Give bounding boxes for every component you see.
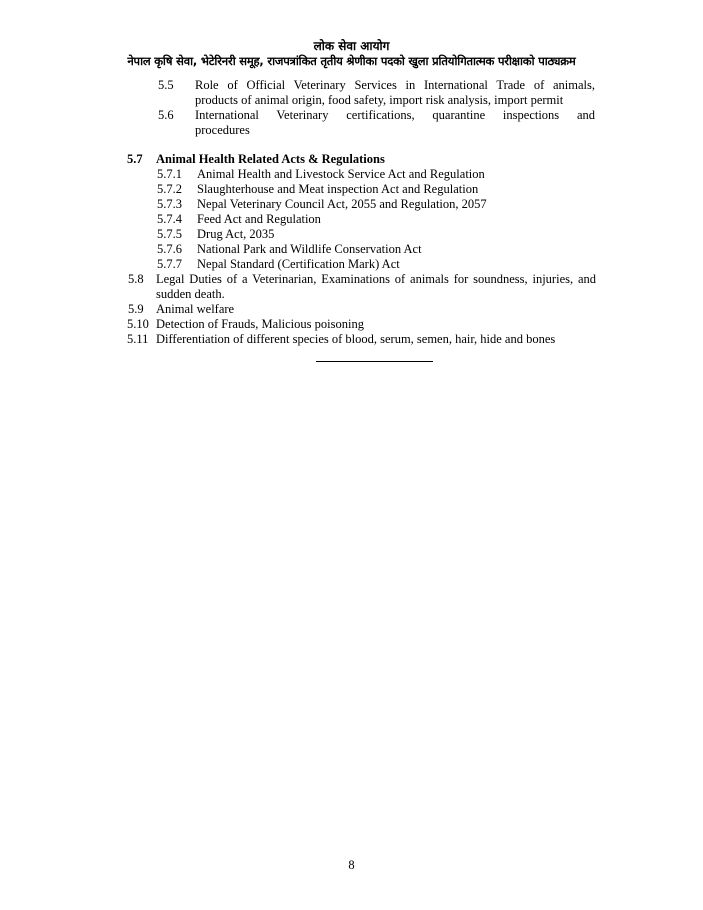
header-org: लोक सेवा आयोग: [313, 39, 390, 53]
page-number: 8: [348, 858, 355, 872]
sub-item-text: National Park and Wildlife Conservation Act: [197, 242, 422, 256]
sub-item-text: Drug Act, 2035: [197, 227, 275, 241]
header-subtitle: नेपाल कृषि सेवा, भेटेरिनरी समूह, राजपत्रांकित तृतीय श्रेणीका पदको खुला प्रतियोगितात्मक परीक्षाको पाठ्यक्रम: [127, 54, 576, 68]
item-number: 5.11: [127, 332, 149, 346]
sub-item-text: Slaughterhouse and Meat inspection Act and Regulation: [197, 182, 479, 196]
section-number: 5.7: [127, 152, 143, 166]
item-number: 5.9: [128, 302, 144, 316]
item-number: 5.8: [128, 272, 144, 286]
section-title: Animal Health Related Acts & Regulations: [156, 152, 385, 166]
sub-item-text: Feed Act and Regulation: [197, 212, 321, 226]
item-text: procedures: [195, 123, 250, 137]
sub-item-number: 5.7.4: [157, 212, 182, 226]
item-text: Detection of Frauds, Malicious poisoning: [156, 317, 364, 331]
sub-item-text: Animal Health and Livestock Service Act and Regulation: [197, 167, 485, 181]
item-text: Animal welfare: [156, 302, 235, 316]
item-text: International Veterinary certifications, quarantine inspections and: [195, 108, 595, 122]
item-number: 5.6: [158, 108, 174, 122]
item-text: Role of Official Veterinary Services in International Trade of animals,: [195, 78, 595, 92]
end-divider: [316, 361, 433, 362]
sub-item-number: 5.7.2: [157, 182, 182, 196]
sub-item-text: Nepal Standard (Certification Mark) Act: [197, 257, 400, 271]
sub-item-number: 5.7.3: [157, 197, 182, 211]
sub-item-number: 5.7.6: [157, 242, 182, 256]
sub-item-number: 5.7.7: [157, 257, 182, 271]
item-text: products of animal origin, food safety, import risk analysis, import permit: [195, 93, 564, 107]
item-number: 5.10: [127, 317, 149, 331]
item-text: Differentiation of different species of blood, serum, semen, hair, hide and bones: [156, 332, 556, 346]
item-text: Legal Duties of a Veterinarian, Examinations of animals for soundness, injuries, and: [156, 272, 596, 286]
item-text: sudden death.: [156, 287, 225, 301]
sub-item-text: Nepal Veterinary Council Act, 2055 and Regulation, 2057: [197, 197, 487, 211]
sub-item-number: 5.7.1: [157, 167, 182, 181]
item-number: 5.5: [158, 78, 174, 92]
sub-item-number: 5.7.5: [157, 227, 182, 241]
